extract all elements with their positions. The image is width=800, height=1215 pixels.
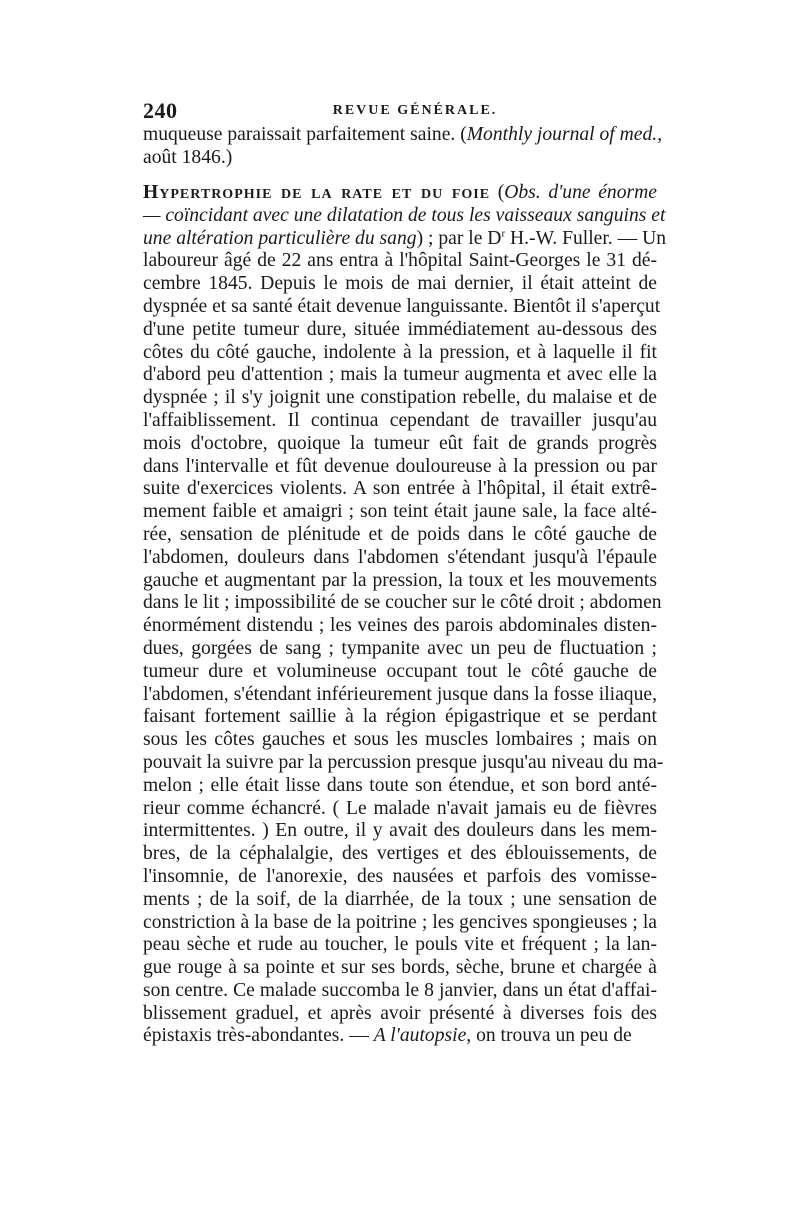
text-line bbox=[143, 661, 657, 684]
article-heading: Hypertrophie de la rate et du foie bbox=[143, 182, 491, 203]
text-segment: pouvait la suivre par la percussion presque jusqu'au niveau du ma- bbox=[143, 751, 664, 773]
text-line bbox=[143, 684, 657, 707]
text-segment: peau sèche et rude au toucher, le pouls vite et fréquent ; la lan- bbox=[143, 934, 657, 956]
text-line bbox=[143, 706, 657, 729]
text-segment: dans le lit ; impossibilité de se coucher sur le côté droit ; abdomen bbox=[143, 592, 662, 614]
text-segment: muqueuse paraissait parfaitement saine. ( bbox=[143, 124, 467, 145]
text-line bbox=[143, 342, 657, 365]
text-segment: dues, gorgées de sang ; tympanite avec un peu de fluctuation ; bbox=[143, 637, 657, 659]
text-segment: ) ; par le D bbox=[416, 227, 502, 249]
text-segment: rieur comme échancré. ( Le malade n'avait jamais eu de fièvres bbox=[143, 797, 657, 819]
text-line bbox=[143, 798, 657, 821]
text-segment: A l'autopsie bbox=[373, 1025, 467, 1047]
text-segment: cembre 1845. Depuis le mois de mai dernier, il était atteint de bbox=[143, 273, 657, 295]
text-segment: l'abdomen, douleurs dans l'abdomen s'étendant jusqu'à l'épaule bbox=[143, 546, 657, 568]
text-line bbox=[143, 387, 657, 410]
text-segment: H.-W. Fuller. — Un bbox=[505, 227, 667, 249]
text-line bbox=[143, 638, 657, 661]
text-line bbox=[143, 250, 657, 273]
text-segment: une altération particulière du sang bbox=[143, 227, 417, 249]
text-segment: l'affaiblissement. Il continua cependant de travailler jusqu'au bbox=[143, 409, 657, 431]
text-segment: gauche et augmentant par la pression, la toux et les mouvements bbox=[143, 569, 657, 591]
text-segment: ( bbox=[490, 182, 505, 203]
text-segment: épistaxis très-abondantes. — bbox=[143, 1025, 374, 1047]
text-line bbox=[143, 319, 657, 342]
text-segment: d'abord peu d'attention ; mais la tumeur augmenta et avec elle la bbox=[143, 364, 657, 386]
text-line bbox=[143, 570, 657, 593]
text-segment: Obs. d'une énorme bbox=[504, 182, 657, 203]
text-line bbox=[143, 524, 657, 547]
text-line bbox=[143, 1025, 657, 1048]
text-segment: mois d'octobre, quoique la tumeur eût fait de grands progrès bbox=[143, 432, 657, 454]
text-segment: dyspnée ; il s'y joignit une constipation rebelle, du malaise et de bbox=[143, 387, 657, 409]
text-segment: dyspnée et sa santé était devenue languissante. Bientôt il s'aperçut bbox=[143, 295, 661, 317]
text-line bbox=[143, 980, 657, 1003]
text-line bbox=[143, 729, 657, 752]
text-segment: r bbox=[501, 227, 506, 240]
text-segment: constriction à la base de la poitrine ; les gencives spongieuses ; la bbox=[143, 911, 657, 933]
text-line bbox=[143, 182, 657, 205]
text-line bbox=[143, 615, 657, 638]
text-line bbox=[143, 204, 666, 228]
text-segment: dans l'intervalle et fût devenue douloureuse à la pression ou par bbox=[143, 455, 657, 477]
text-line bbox=[143, 775, 657, 798]
text-line bbox=[143, 843, 657, 866]
text-line bbox=[143, 147, 657, 170]
text-line bbox=[143, 547, 657, 570]
text-segment: faisant fortement saillie à la région épigastrique et se perdant bbox=[143, 706, 657, 728]
text-line bbox=[143, 124, 663, 147]
text-segment: ments ; de la soif, de la diarrhée, de la toux ; une sensation de bbox=[143, 888, 657, 910]
text-line bbox=[143, 456, 657, 479]
text-line bbox=[143, 957, 657, 980]
text-segment: melon ; elle était lisse dans toute son étendue, et son bord anté- bbox=[143, 774, 657, 796]
text-line bbox=[143, 364, 657, 387]
text-line bbox=[143, 866, 657, 889]
text-segment: blissement graduel, et après avoir présenté à diverses fois des bbox=[143, 1002, 657, 1024]
text-line bbox=[143, 478, 657, 501]
text-line bbox=[143, 273, 657, 296]
text-segment: laboureur âgé de 22 ans entra à l'hôpital Saint-Georges le 31 dé- bbox=[143, 250, 657, 272]
article-paragraph bbox=[143, 182, 667, 1048]
text-line bbox=[143, 820, 657, 843]
running-head bbox=[143, 98, 657, 124]
text-segment: son centre. Ce malade succomba le 8 janvier, dans un état d'affai- bbox=[143, 979, 657, 1001]
text-segment: sous les côtes gauches et sous les muscles lombaires ; mais on bbox=[143, 729, 657, 751]
text-line bbox=[143, 1003, 657, 1026]
text-segment: énormément distendu ; les veines des parois abdominales disten- bbox=[143, 615, 657, 637]
text-segment: l'abdomen, s'étendant inférieurement jusque dans la fosse iliaque, bbox=[143, 683, 657, 705]
text-segment: mement faible et amaigri ; son teint était jaune sale, la face alté- bbox=[143, 501, 657, 523]
journal-title: REVUE GÉNÉRALE. bbox=[332, 103, 498, 118]
text-line bbox=[143, 295, 661, 319]
text-line bbox=[143, 592, 662, 615]
text-segment: août 1846.) bbox=[143, 146, 233, 168]
text-segment: Monthly journal of med., bbox=[466, 124, 663, 145]
intro-paragraph bbox=[143, 124, 663, 170]
text-segment: côtes du côté gauche, indolente à la pression, et à laquelle il fit bbox=[143, 341, 657, 363]
text-segment: bres, de la céphalalgie, des vertiges et des éblouissements, de bbox=[143, 843, 657, 865]
text-line bbox=[143, 889, 657, 912]
text-line bbox=[143, 751, 664, 775]
text-segment: tumeur dure et volumineuse occupant tout le côté gauche de bbox=[143, 660, 657, 682]
text-segment: l'insomnie, de l'anorexie, des nausées et parfois des vomisse- bbox=[143, 865, 657, 887]
text-segment: suite d'exercices violents. A son entrée à l'hôpital, il était extrê- bbox=[143, 478, 657, 500]
text-segment: , on trouva un peu de bbox=[466, 1025, 632, 1047]
text-segment: rée, sensation de plénitude et de poids dans le côté gauche de bbox=[143, 523, 657, 545]
text-segment: intermittentes. ) En outre, il y avait des douleurs dans les mem- bbox=[143, 820, 657, 842]
text-line bbox=[143, 227, 667, 251]
page-number: 240 bbox=[143, 98, 178, 123]
text-segment: — coïncidant avec une dilatation de tous les vaisseaux sanguins et bbox=[143, 204, 666, 226]
text-line bbox=[143, 934, 657, 957]
text-segment: gue rouge à sa pointe et sur ses bords, sèche, brune et chargée à bbox=[143, 957, 657, 979]
text-line bbox=[143, 433, 657, 456]
text-line bbox=[143, 912, 657, 935]
text-line bbox=[143, 501, 657, 524]
text-line bbox=[143, 410, 657, 433]
text-segment: d'une petite tumeur dure, située immédiatement au-dessous des bbox=[143, 318, 657, 340]
